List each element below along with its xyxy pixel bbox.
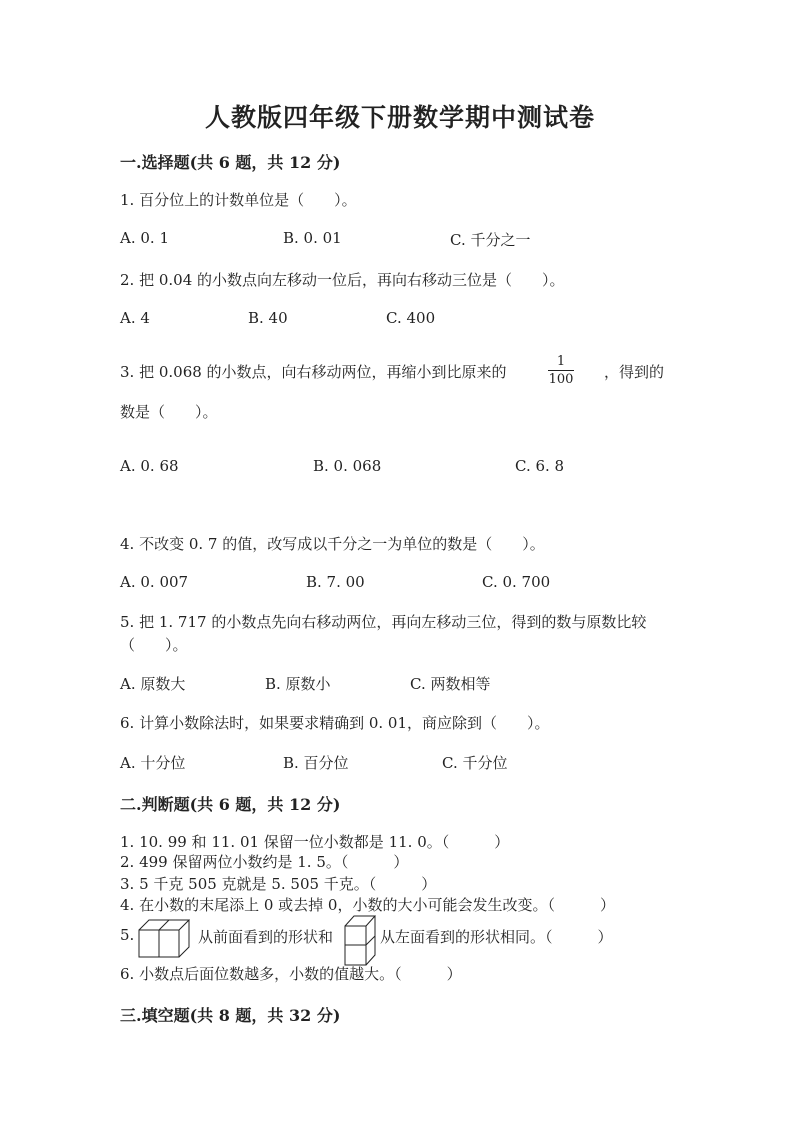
section-heading-fill-blank: 三.填空题(共 8 题，共 32 分) — [120, 1006, 341, 1025]
q6-option-c[interactable]: C. 千分位 — [442, 754, 508, 772]
tf-item-5-suffix: 从左面看到的形状相同。（ ） — [380, 928, 613, 946]
question-5-line1: 5. 把 1. 717 的小数点先向右移动两位，再向左移动三位，得到的数与原数比较 — [120, 613, 647, 631]
page-title: 人教版四年级下册数学期中测试卷 — [204, 103, 595, 132]
tf-item-1: 1. 10. 99 和 11. 01 保留一位小数都是 11. 0。（ ） — [120, 833, 510, 851]
q3-option-b[interactable]: B. 0. 068 — [313, 457, 382, 475]
fraction-denominator: 100 — [548, 372, 574, 387]
q4-option-b[interactable]: B. 7. 00 — [306, 573, 365, 591]
fraction-numerator: 1 — [556, 354, 566, 369]
tf-item-6: 6. 小数点后面位数越多，小数的值越大。（ ） — [120, 965, 462, 983]
question-6: 6. 计算小数除法时，如果要求精确到 0. 01，商应除到（ ）。 — [120, 714, 550, 732]
question-3-line2: 数是（ ）。 — [120, 403, 218, 421]
tf-item-2: 2. 499 保留两位小数约是 1. 5。（ ） — [120, 853, 409, 871]
q2-option-a[interactable]: A. 4 — [120, 309, 150, 327]
q5-option-a[interactable]: A. 原数大 — [120, 675, 186, 693]
q3-option-c[interactable]: C. 6. 8 — [515, 457, 565, 475]
question-2: 2. 把 0.04 的小数点向左移动一位后，再向右移动三位是（ ）。 — [120, 271, 565, 289]
section-heading-true-false: 二.判断题(共 6 题，共 12 分) — [120, 795, 341, 814]
question-3-tail: ，得到的 — [604, 363, 665, 381]
tf-item-3: 3. 5 千克 505 克就是 5. 505 千克。（ ） — [120, 875, 437, 893]
q2-option-c[interactable]: C. 400 — [386, 309, 436, 327]
two-cubes-stacked-figure — [344, 914, 376, 966]
tf-item-5-prefix: 5. — [120, 926, 135, 944]
q5-option-b[interactable]: B. 原数小 — [265, 675, 331, 693]
q2-option-b[interactable]: B. 40 — [248, 309, 288, 327]
q5-option-c[interactable]: C. 两数相等 — [410, 675, 491, 693]
question-3-line1: 3. 把 0.068 的小数点，向右移动两位，再缩小到比原来的 — [120, 363, 507, 381]
q4-option-c[interactable]: C. 0. 700 — [482, 573, 551, 591]
q1-option-b[interactable]: B. 0. 01 — [283, 229, 342, 247]
q4-option-a[interactable]: A. 0. 007 — [120, 573, 189, 591]
q6-option-a[interactable]: A. 十分位 — [120, 754, 186, 772]
fraction-one-hundredth — [548, 354, 574, 387]
question-5-line2: （ ）。 — [120, 636, 188, 654]
question-4: 4. 不改变 0. 7 的值，改写成以千分之一为单位的数是（ ）。 — [120, 535, 545, 553]
two-cubes-side-by-side-figure — [138, 918, 190, 958]
q3-option-a[interactable]: A. 0. 68 — [120, 457, 179, 475]
q6-option-b[interactable]: B. 百分位 — [283, 754, 349, 772]
tf-item-4: 4. 在小数的末尾添上 0 或去掉 0，小数的大小可能会发生改变。（ ） — [120, 896, 615, 914]
tf-item-5-middle: 从前面看到的形状和 — [198, 928, 334, 946]
q1-option-a[interactable]: A. 0. 1 — [120, 229, 169, 247]
section-heading-choice: 一.选择题(共 6 题，共 12 分) — [120, 153, 341, 172]
question-1: 1. 百分位上的计数单位是（ ）。 — [120, 191, 357, 209]
q1-option-c[interactable]: C. 千分之一 — [450, 231, 531, 249]
